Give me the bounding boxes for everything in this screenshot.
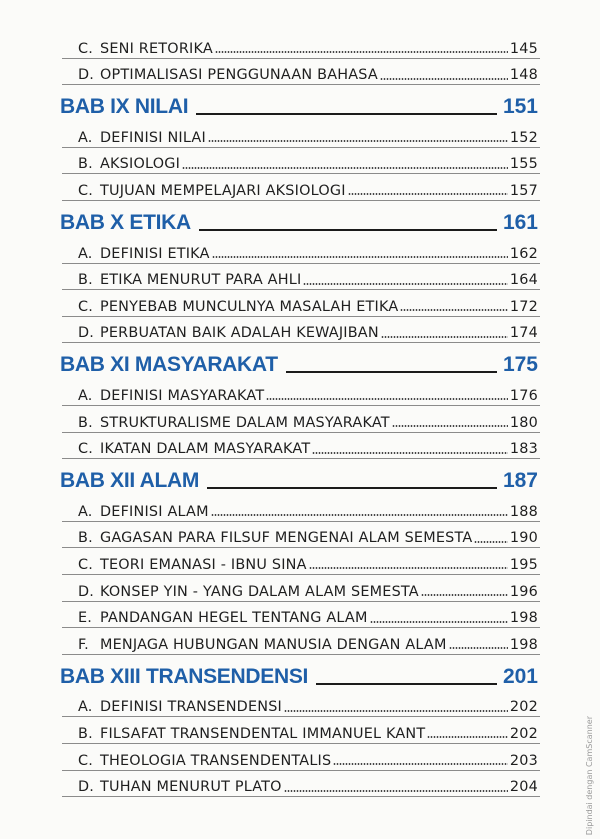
dot-leader — [303, 283, 508, 285]
dot-leader — [208, 140, 508, 142]
entry-letter: D. — [78, 67, 95, 84]
toc-entry — [0, 404, 600, 430]
chapter-heading — [0, 203, 600, 233]
entry-letter: C. — [78, 556, 94, 573]
entry-letter: C. — [78, 441, 94, 458]
entry-page-number: 198 — [509, 610, 538, 627]
toc-entry — [0, 377, 600, 403]
entry-letter: B. — [78, 156, 93, 173]
entry-letter: A. — [78, 245, 93, 262]
chapter-leader-line — [199, 229, 497, 231]
entry-page-number: 157 — [509, 182, 538, 199]
chapter-title: BAB XI MASYARAKAT — [60, 353, 278, 377]
entry-letter: D. — [78, 325, 95, 342]
toc-entry — [0, 288, 600, 314]
entry-page-number: 190 — [509, 530, 538, 547]
entry-letter: C. — [78, 182, 94, 199]
chapter-page-number: 201 — [502, 664, 538, 688]
entry-title: MENJAGA HUBUNGAN MANUSIA DENGAN ALAM — [100, 636, 447, 653]
chapter-leader-line — [207, 487, 497, 489]
toc-entry — [0, 689, 600, 715]
entry-underline — [62, 200, 540, 201]
entry-page-number: 204 — [509, 779, 538, 796]
dot-leader — [333, 763, 508, 765]
toc-entry — [0, 769, 600, 795]
entry-title: GAGASAN PARA FILSUF MENGENAI ALAM SEMESTA — [100, 530, 473, 547]
chapter-page-number: 151 — [502, 95, 538, 119]
entry-title: AKSIOLOGI — [100, 156, 181, 173]
dot-leader — [284, 790, 508, 792]
entry-title: KONSEP YIN - YANG DALAM ALAM SEMESTA — [100, 583, 419, 600]
dot-leader — [212, 256, 508, 258]
entry-letter: C. — [78, 298, 94, 315]
entry-title: DEFINISI TRANSENDENSI — [100, 699, 282, 716]
toc-entry — [0, 172, 600, 198]
entry-underline — [62, 84, 540, 85]
entry-title: ETIKA MENURUT PARA AHLI — [100, 272, 302, 289]
dot-leader — [400, 309, 508, 311]
entry-page-number: 152 — [509, 129, 538, 146]
toc-entry — [0, 742, 600, 768]
dot-leader — [215, 51, 508, 53]
entry-letter: A. — [78, 699, 93, 716]
entry-title: OPTIMALISASI PENGGUNAAN BAHASA — [100, 67, 378, 84]
chapter-page-number: 187 — [502, 469, 538, 493]
entry-title: TEORI EMANASI - IBNU SINA — [100, 556, 307, 573]
entry-letter: C. — [78, 752, 94, 769]
toc-entry — [0, 493, 600, 519]
toc-entry — [0, 600, 600, 626]
entry-letter: D. — [78, 583, 95, 600]
entry-page-number: 195 — [509, 556, 538, 573]
toc-entry — [0, 146, 600, 172]
toc-entry — [0, 520, 600, 546]
dot-leader — [182, 167, 508, 169]
chapter-title: BAB IX NILAI — [60, 95, 189, 119]
entry-page-number: 176 — [509, 387, 538, 404]
entry-title: PERBUATAN BAIK ADALAH KEWAJIBAN — [100, 325, 379, 342]
toc-entry — [0, 57, 600, 83]
dot-leader — [381, 336, 508, 338]
scanner-watermark: Dipindai dengan CamScanner — [585, 715, 594, 835]
entry-title: IKATAN DALAM MASYARAKAT — [100, 441, 311, 458]
entry-title: PENYEBAB MUNCULNYA MASALAH ETIKA — [100, 298, 399, 315]
chapter-page-number: 175 — [502, 353, 538, 377]
dot-leader — [309, 567, 508, 569]
entry-title: DEFINISI ALAM — [100, 503, 209, 520]
entry-title: DEFINISI NILAI — [100, 129, 206, 146]
dot-leader — [449, 647, 508, 649]
entry-letter: C. — [78, 40, 94, 57]
entry-letter: A. — [78, 503, 93, 520]
dot-leader — [370, 621, 508, 623]
dot-leader — [312, 452, 508, 454]
toc-entry — [0, 30, 600, 56]
entry-title: FILSAFAT TRANSENDENTAL IMMANUEL KANT — [100, 725, 426, 742]
entry-letter: E. — [78, 610, 93, 627]
entry-underline — [62, 342, 540, 343]
entry-letter: B. — [78, 414, 93, 431]
entry-page-number: 145 — [509, 40, 538, 57]
entry-underline — [62, 796, 540, 797]
dot-leader — [474, 541, 508, 543]
entry-page-number: 203 — [509, 752, 538, 769]
chapter-heading — [0, 87, 600, 117]
entry-title: SENI RETORIKA — [100, 40, 213, 57]
chapter-leader-line — [286, 371, 497, 373]
chapter-title: BAB XII ALAM — [60, 469, 200, 493]
chapter-page-number: 161 — [502, 211, 538, 234]
entry-page-number: 164 — [509, 272, 538, 289]
entry-page-number: 183 — [509, 441, 538, 458]
entry-page-number: 155 — [509, 156, 538, 173]
entry-page-number: 172 — [509, 298, 538, 315]
entry-page-number: 174 — [509, 325, 538, 342]
dot-leader — [392, 425, 508, 427]
entry-page-number: 188 — [509, 503, 538, 520]
toc-entry — [0, 235, 600, 261]
chapter-heading — [0, 461, 600, 491]
chapter-leader-line — [316, 683, 497, 685]
entry-letter: D. — [78, 779, 95, 796]
dot-leader — [380, 78, 508, 80]
dot-leader — [348, 193, 508, 195]
entry-letter: B. — [78, 530, 93, 547]
toc-entry — [0, 573, 600, 599]
toc-entry — [0, 119, 600, 145]
entry-letter: B. — [78, 272, 93, 289]
entry-title: PANDANGAN HEGEL TENTANG ALAM — [100, 610, 368, 627]
entry-page-number: 180 — [509, 414, 538, 431]
entry-letter: F. — [78, 636, 89, 653]
toc-entry — [0, 315, 600, 341]
dot-leader — [427, 736, 508, 738]
dot-leader — [211, 514, 508, 516]
toc-entry — [0, 546, 600, 572]
dot-leader — [421, 594, 508, 596]
chapter-title: BAB XIII TRANSENDENSI — [60, 664, 309, 688]
chapter-title: BAB X ETIKA — [60, 211, 191, 234]
entry-title: THEOLOGIA TRANSENDENTALIS — [100, 752, 332, 769]
toc-entry — [0, 431, 600, 457]
entry-title: DEFINISI ETIKA — [100, 245, 210, 262]
chapter-leader-line — [196, 113, 497, 115]
entry-title: DEFINISI MASYARAKAT — [100, 387, 265, 404]
entry-letter: A. — [78, 387, 93, 404]
entry-page-number: 196 — [509, 583, 538, 600]
entry-letter: A. — [78, 129, 93, 146]
entry-title: TUHAN MENURUT PLATO — [100, 779, 282, 796]
dot-leader — [266, 398, 508, 400]
entry-page-number: 162 — [509, 245, 538, 262]
entry-letter: B. — [78, 725, 93, 742]
toc-entry — [0, 262, 600, 288]
dot-leader — [284, 710, 508, 712]
entry-title: STRUKTURALISME DALAM MASYARAKAT — [100, 414, 390, 431]
toc-entry — [0, 626, 600, 652]
entry-underline — [62, 458, 540, 459]
toc-entry — [0, 715, 600, 741]
chapter-heading — [0, 345, 600, 375]
entry-page-number: 198 — [509, 636, 538, 653]
chapter-heading — [0, 657, 600, 687]
entry-title: TUJUAN MEMPELAJARI AKSIOLOGI — [100, 182, 346, 199]
entry-page-number: 202 — [509, 699, 538, 716]
entry-underline — [62, 654, 540, 655]
entry-page-number: 148 — [509, 67, 538, 84]
entry-page-number: 202 — [509, 725, 538, 742]
